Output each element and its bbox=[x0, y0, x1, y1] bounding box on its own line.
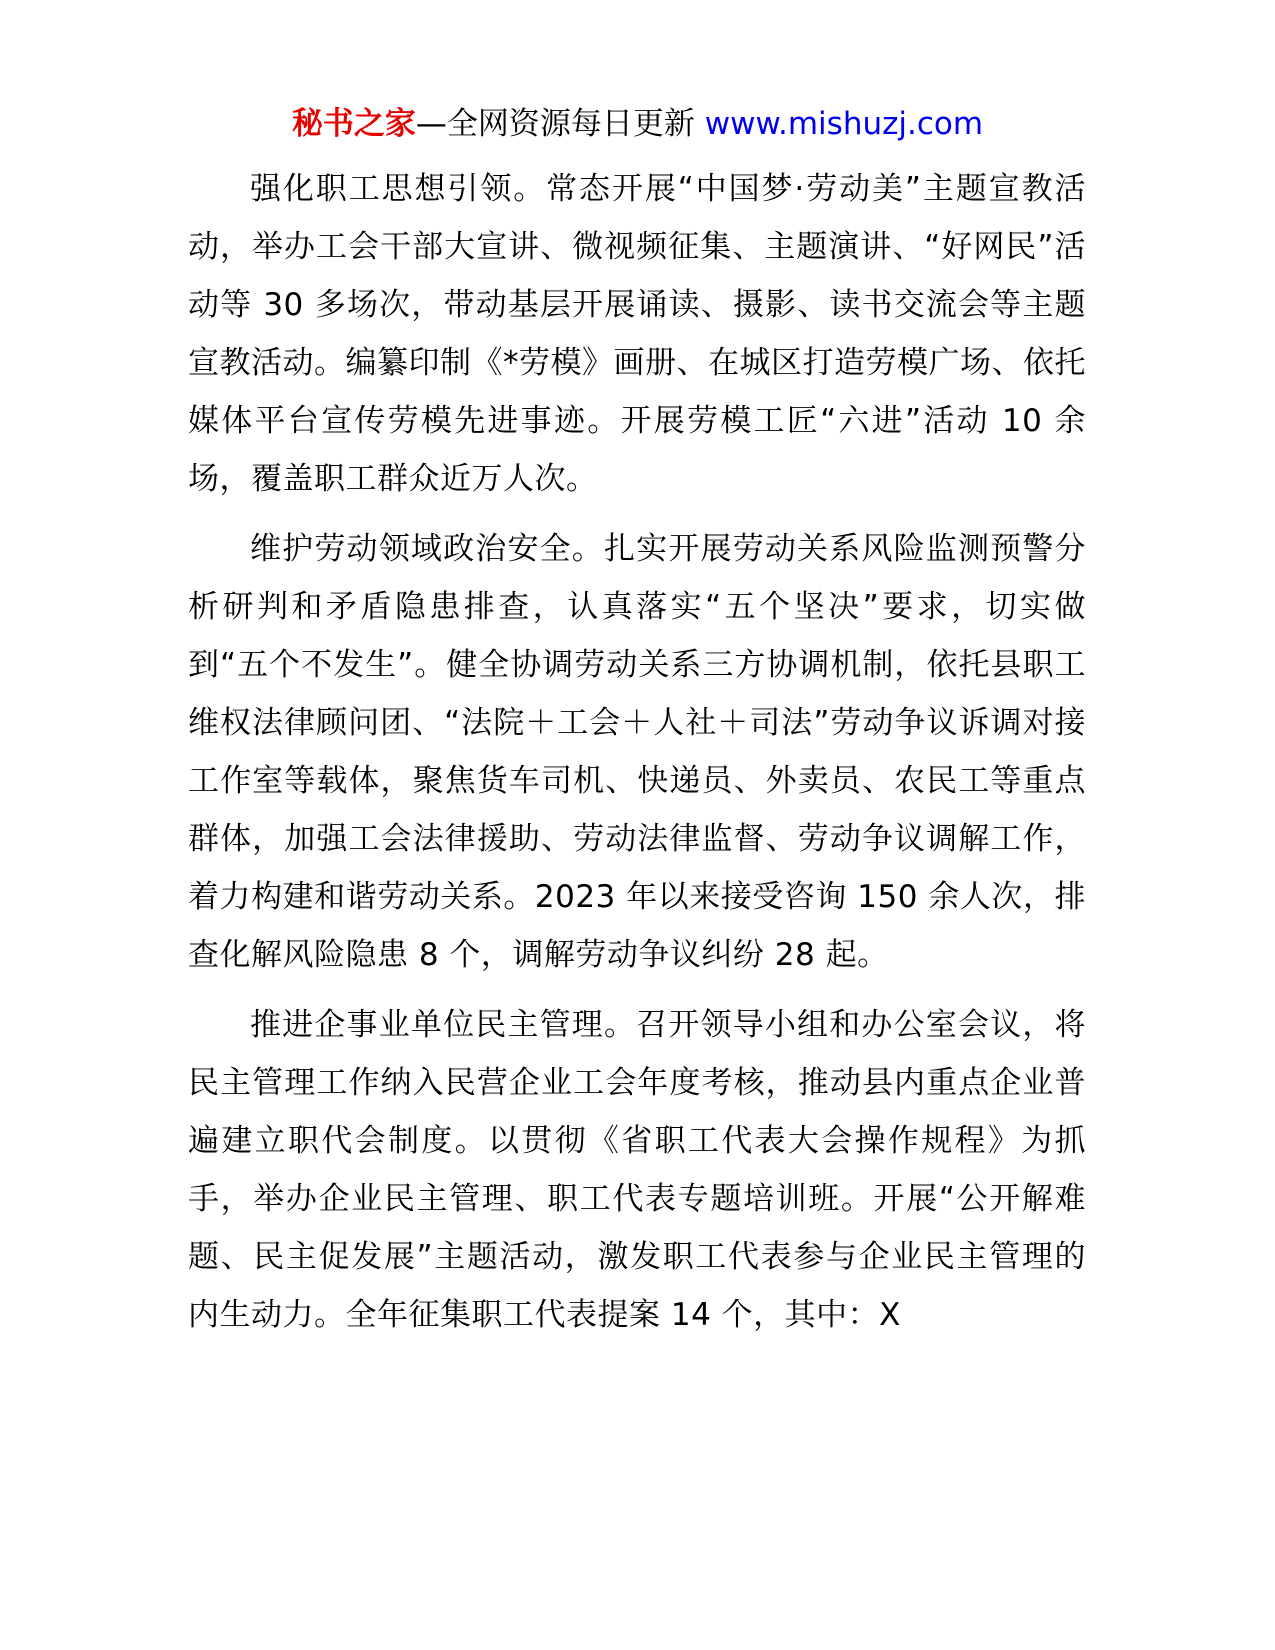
paragraph-ideological-guidance: 强化职工思想引领。常态开展“中国梦·劳动美”主题宣教活动，举办工会干部大宣讲、微视频征集、主题演讲、“好网民”活动等 30 多场次，带动基层开展诵读、摄影、读书交流会等主题宣教活动。编纂印制《*劳模》画册、在城区打造劳模广场、依托媒体平台宣传劳模先进事迹。开展劳模工匠“六进”活动 10 余场，覆盖职工群众近万人次。 bbox=[188, 171, 1086, 497]
document-body bbox=[188, 160, 1086, 1356]
paragraph-political-security: 维护劳动领域政治安全。扎实开展劳动关系风险监测预警分析研判和矛盾隐患排查，认真落实“五个坚决”要求，切实做到“五个不发生”。健全协调劳动关系三方协调机制，依托县职工维权法律顾问团、“法院＋工会＋人社＋司法”劳动争议诉调对接工作室等载体，聚焦货车司机、快递员、外卖员、农民工等重点群体，加强工会法律援助、劳动法律监督、劳动争议调解工作，着力构建和谐劳动关系。2023 年以来接受咨询 150 余人次，排查化解风险隐患 8 个，调解劳动争议纠纷 28 起。 bbox=[188, 531, 1086, 973]
site-header bbox=[0, 98, 1275, 150]
site-brand: 秘书之家 bbox=[291, 106, 416, 142]
site-slogan: —全网资源每日更新 bbox=[415, 106, 695, 142]
paragraph-democratic-management: 推进企事业单位民主管理。召开领导小组和办公室会议，将民主管理工作纳入民营企业工会年度考核，推动县内重点企业普遍建立职代会制度。以贯彻《省职工代表大会操作规程》为抓手，举办企业民主管理、职工代表专题培训班。开展“公开解难题、民主促发展”主题活动，激发职工代表参与企业民主管理的内生动力。全年征集职工代表提案 14 个，其中：X bbox=[188, 1007, 1086, 1333]
site-url-link[interactable]: www.mishuzj.com bbox=[704, 106, 984, 142]
